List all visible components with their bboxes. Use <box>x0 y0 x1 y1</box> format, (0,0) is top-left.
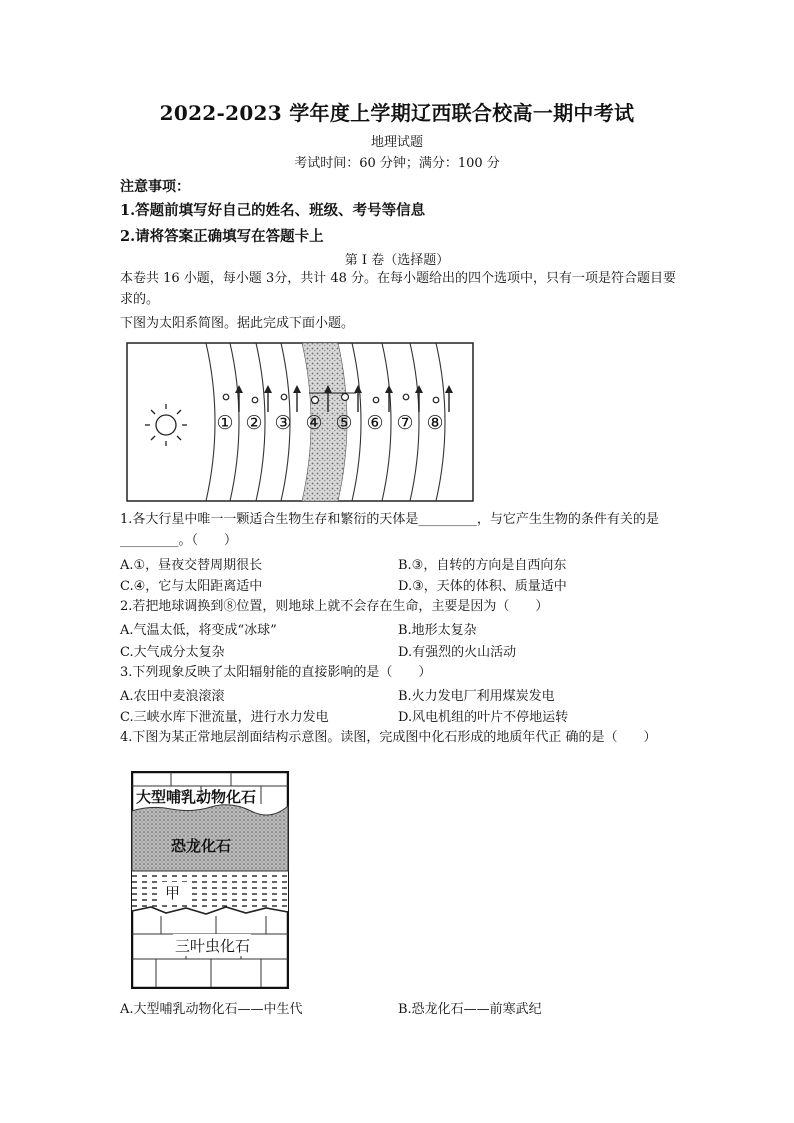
planet-label-5: ⑤ <box>335 412 353 434</box>
planet-label-3: ③ <box>274 412 292 434</box>
planet-label-8: ⑧ <box>426 412 444 434</box>
label-mammal-fossil: 大型哺乳动物化石 <box>136 788 257 806</box>
label-trilobite-fossil: 三叶虫化石 <box>175 937 251 955</box>
planet-label-1: ① <box>216 412 234 434</box>
layer-jia <box>132 871 288 911</box>
strata-figure <box>131 771 289 989</box>
q2-option-c: C.大气成分太复杂 <box>120 645 225 660</box>
q3-option-d: D.风电机组的叶片不停地运转 <box>398 710 569 725</box>
q1-option-c: C.④，它与太阳距离适中 <box>120 579 263 594</box>
question-2-stem: 2.若把地球调换到⑧位置，则地球上就不会存在生命，主要是因为（ ） <box>120 599 549 614</box>
question-3-stem: 3.下列现象反映了太阳辐射能的直接影响的是（ ） <box>120 665 432 680</box>
planet-label-2: ② <box>245 412 263 434</box>
exam-title: 2022-2023 学年度上学期辽西联合校高一期中考试 <box>159 101 635 125</box>
section-intro: 本卷共 16 小题，每小题 3分，共计 48 分。在每小题给出的四个选项中，只有一项是符合题目要求的。 <box>120 271 677 307</box>
q1-option-b: B.③，自转的方向是自西向东 <box>398 558 567 573</box>
solar-system-figure <box>126 342 474 502</box>
label-jia: 甲 <box>165 884 181 902</box>
q3-option-b: B.火力发电厂利用煤炭发电 <box>398 689 555 704</box>
q3-option-a: A.农田中麦浪滚滚 <box>120 689 225 704</box>
q3-option-c: C.三峡水库下泄流量，进行水力发电 <box>120 710 329 725</box>
q4-option-b: B.恐龙化石——前寒武纪 <box>398 1002 542 1017</box>
figure-intro: 下图为太阳系简图。据此完成下面小题。 <box>120 316 355 331</box>
notice-heading: 注意事项： <box>120 179 190 195</box>
label-dinosaur-fossil: 恐龙化石 <box>171 837 232 855</box>
exam-subject: 地理试题 <box>370 135 423 150</box>
planet-label-6: ⑥ <box>366 412 384 434</box>
q1-option-a: A.①，昼夜交替周期很长 <box>120 558 263 573</box>
exam-time-score: 考试时间：60 分钟；满分：100 分 <box>294 156 500 171</box>
notice-item-1: 1.答题前填写好自己的姓名、班级、考号等信息 <box>120 202 426 219</box>
figure-frame <box>127 343 473 501</box>
question-1-stem: 1.各大行星中唯一一颗适合生物生存和繁衍的天体是_________，与它产生生物的条件有关的是_________。（ ） <box>120 512 659 548</box>
notice-item-2: 2.请将答案正确填写在答题卡上 <box>120 228 324 245</box>
planet-label-7: ⑦ <box>396 412 414 434</box>
q2-option-a: A.气温太低，将变成“冰球” <box>120 623 277 638</box>
planet-label-4: ④ <box>305 412 323 434</box>
section-heading: 第 I 卷（选择题） <box>344 253 450 268</box>
question-4-stem: 4.下图为某正常地层剖面结构示意图。读图，完成图中化石形成的地质年代正 确的是（ ） <box>120 730 657 745</box>
q2-option-d: D.有强烈的火山活动 <box>398 645 517 660</box>
q1-option-d: D.③，天体的体积、质量适中 <box>398 579 567 594</box>
q2-option-b: B.地形太复杂 <box>398 623 477 638</box>
q4-option-a: A.大型哺乳动物化石——中生代 <box>120 1002 303 1017</box>
